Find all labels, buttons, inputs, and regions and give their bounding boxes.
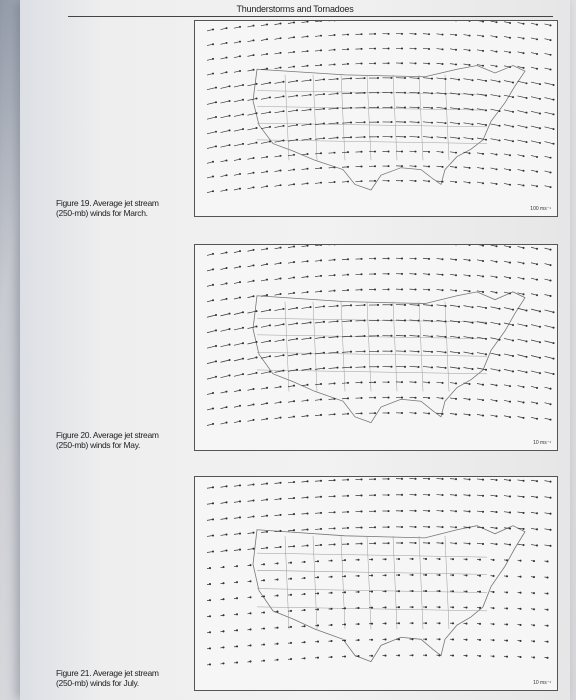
figure-21-caption-line2: (250-mb) winds for July. bbox=[56, 678, 139, 688]
jet-stream-wind-map bbox=[195, 21, 557, 216]
us-outline bbox=[253, 292, 525, 423]
figure-20-map bbox=[194, 244, 558, 451]
jet-stream-wind-map bbox=[195, 477, 557, 690]
wind-vectors bbox=[207, 478, 551, 665]
state-boundaries bbox=[257, 75, 487, 160]
jet-stream-wind-map bbox=[195, 245, 557, 450]
figure-20-caption-line2: (250-mb) winds for May. bbox=[56, 440, 141, 450]
figure-21-caption bbox=[56, 668, 186, 688]
figure-20-caption-line1: Figure 20. Average jet stream bbox=[56, 430, 159, 440]
figure-20-scale-label: 10 ms⁻¹ bbox=[533, 440, 551, 446]
figure-21-map bbox=[194, 476, 558, 691]
figure-21-caption-line1: Figure 21. Average jet stream bbox=[56, 668, 159, 678]
figure-19-caption-line2: (250-mb) winds for March. bbox=[56, 208, 148, 218]
state-boundaries bbox=[257, 302, 487, 392]
figure-20-caption bbox=[56, 430, 186, 450]
figure-19-caption bbox=[56, 198, 186, 218]
figure-19-caption-line1: Figure 19. Average jet stream bbox=[56, 198, 159, 208]
document-page bbox=[20, 0, 570, 700]
page-header-title: Thunderstorms and Tornadoes bbox=[236, 4, 354, 14]
figure-21-scale-label: 10 ms⁻¹ bbox=[533, 680, 551, 686]
state-boundaries bbox=[257, 536, 487, 629]
us-outline bbox=[253, 66, 525, 190]
figure-19-scale-label: 100 ms⁻¹ bbox=[530, 206, 551, 212]
figure-19-map bbox=[194, 20, 558, 217]
header-rule bbox=[68, 16, 553, 17]
